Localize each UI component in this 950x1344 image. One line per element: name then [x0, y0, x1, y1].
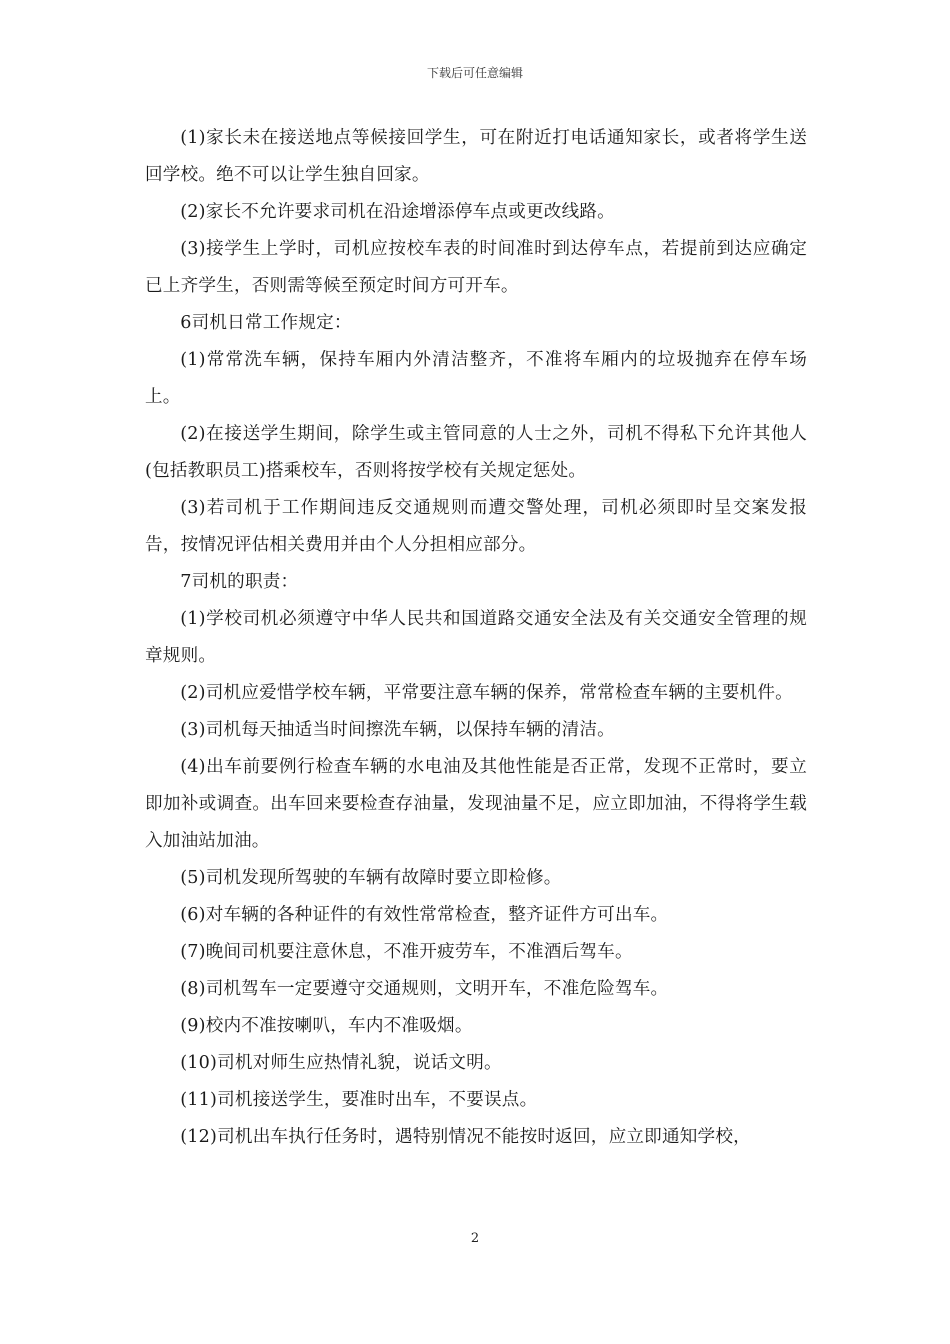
paragraph: (9)校内不准按喇叭，车内不准吸烟。 — [180, 1016, 473, 1036]
document-body — [145, 120, 807, 1156]
paragraph: (4)出车前要例行检查车辆的水电油及其他性能是否正常，发现不正常时，要立即加补或调查。出车回来要检查存油量，发现油量不足，应立即加油，不得将学生载入加油站加油。 — [145, 757, 807, 851]
paragraph: (2)家长不允许要求司机在沿途增添停车点或更改线路。 — [180, 202, 615, 222]
paragraph: (7)晚间司机要注意休息，不准开疲劳车，不准酒后驾车。 — [180, 942, 633, 962]
paragraph: (3)若司机于工作期间违反交通规则而遭交警处理，司机必须即时呈交案发报告，按情况评估相关费用并由个人分担相应部分。 — [145, 498, 807, 555]
paragraph: (5)司机发现所驾驶的车辆有故障时要立即检修。 — [180, 868, 562, 888]
paragraph: (1)学校司机必须遵守中华人民共和国道路交通安全法及有关交通安全管理的规章规则。 — [145, 609, 807, 666]
paragraph: (12)司机出车执行任务时，遇特别情况不能按时返回，应立即通知学校， — [180, 1127, 751, 1147]
page-header: 下载后可任意编辑 — [426, 66, 523, 80]
paragraph: (3)司机每天抽适当时间擦洗车辆，以保持车辆的清洁。 — [180, 720, 615, 740]
paragraph: (11)司机接送学生，要准时出车，不要误点。 — [180, 1090, 538, 1110]
paragraph: (2)司机应爱惜学校车辆，平常要注意车辆的保养，常常检查车辆的主要机件。 — [180, 683, 793, 703]
paragraph: (3)接学生上学时，司机应按校车表的时间准时到达停车点，若提前到达应确定已上齐学生，否则需等候至预定时间方可开车。 — [145, 239, 807, 296]
page-number: 2 — [470, 1231, 480, 1246]
paragraph: (10)司机对师生应热情礼貌，说话文明。 — [180, 1053, 502, 1073]
section-heading: 7司机的职责： — [180, 572, 299, 592]
paragraph: (1)家长未在接送地点等候接回学生，可在附近打电话通知家长，或者将学生送回学校。绝不可以让学生独自回家。 — [145, 128, 807, 185]
paragraph: (2)在接送学生期间，除学生或主管同意的人士之外，司机不得私下允许其他人(包括教职员工)搭乘校车，否则将按学校有关规定惩处。 — [145, 424, 807, 481]
paragraph: (8)司机驾车一定要遵守交通规则，文明开车，不准危险驾车。 — [180, 979, 669, 999]
paragraph: (6)对车辆的各种证件的有效性常常检查，整齐证件方可出车。 — [180, 905, 669, 925]
paragraph: (1)常常洗车辆，保持车厢内外清洁整齐，不准将车厢内的垃圾抛弃在停车场上。 — [145, 350, 807, 407]
section-heading: 6司机日常工作规定： — [180, 313, 352, 333]
